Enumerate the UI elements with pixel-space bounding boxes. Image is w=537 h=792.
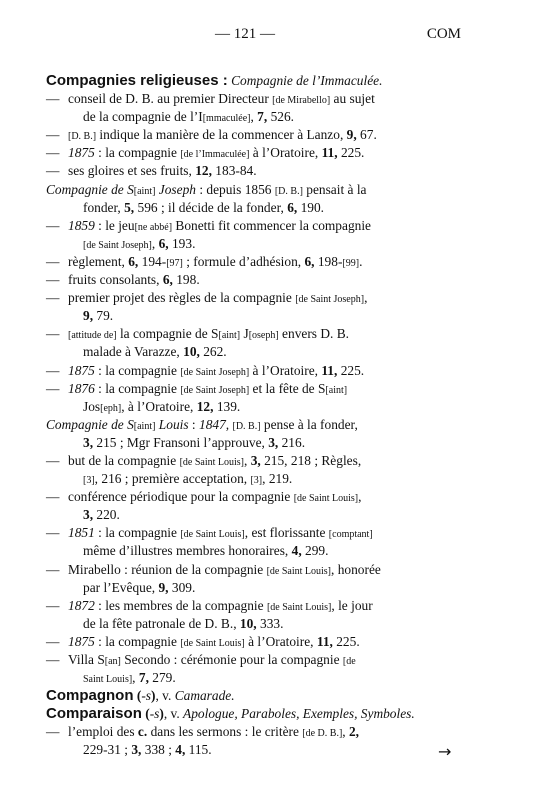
em-dash: — <box>46 145 60 161</box>
em-dash: — <box>46 253 60 269</box>
index-continuation-line: de la compagnie de l’I[mmaculée], 7, 526. <box>83 109 294 125</box>
em-dash: — <box>46 525 60 541</box>
em-dash: — <box>46 326 60 342</box>
index-entries <box>46 72 466 760</box>
index-continuation-line: [3], 216 ; première acceptation, [3], 219. <box>83 471 293 487</box>
index-entry-line: — 1875 : la compagnie [de Saint Louis] à l’Oratoire, 11, 225. <box>46 633 466 651</box>
em-dash: — <box>46 163 60 179</box>
index-continuation-line: 3, 215 ; Mgr Fransoni l’approuve, 3, 216. <box>83 434 306 450</box>
index-continuation-line: 9, 79. <box>83 308 114 324</box>
index-entry-line: — conseil de D. B. au premier Directeur [de Mirabello] au sujet <box>46 90 466 108</box>
em-dash: — <box>46 489 60 505</box>
page-number: — 121 — <box>215 26 275 42</box>
index-key: COM <box>426 26 461 42</box>
index-continuation-line: même d’illustres membres honoraires, 4, 299. <box>83 543 329 559</box>
index-entry-line: — 1851 : la compagnie [de Saint Louis], est florissante [comptant] <box>46 524 466 542</box>
index-continuation-line: fonder, 5, 596 ; il décide de la fonder, 6, 190. <box>83 199 325 215</box>
index-entry-line: — but de la compagnie [de Saint Louis], 3, 215, 218 ; Règles, <box>46 452 466 470</box>
index-entry-line: — 1859 : le jeu[ne abbé] Bonetti fit commencer la compagnie <box>46 217 466 235</box>
index-entry-line: — Mirabello : réunion de la compagnie [de Saint Louis], honorée <box>46 561 466 579</box>
index-entry-line: — 1875 : la compagnie [de l’Immaculée] à l’Oratoire, 11, 225. <box>46 144 466 162</box>
em-dash: — <box>46 652 60 667</box>
em-dash: — <box>46 272 60 288</box>
index-continuation-line: malade à Varazze, 10, 262. <box>83 344 227 360</box>
em-dash: — <box>46 561 60 577</box>
index-headword-line: Compagnon (-s), v. Camarade. <box>46 687 235 705</box>
index-entry-line: — ses gloires et ses fruits, 12, 183-84. <box>46 162 466 180</box>
index-entry-line: — 1875 : la compagnie [de Saint Joseph] à l’Oratoire, 11, 225. <box>46 362 466 380</box>
em-dash: — <box>46 597 60 613</box>
em-dash: — <box>46 633 60 649</box>
index-continuation-line: 3, 220. <box>83 507 120 523</box>
index-continuation-line: Jos[eph], à l’Oratoire, 12, 139. <box>83 398 241 414</box>
index-subheading-line: Compagnie de S[aint] Louis : 1847, [D. B.] pense à la fonder, <box>46 416 358 432</box>
em-dash: — <box>46 290 60 306</box>
index-entry-line: — fruits consolants, 6, 198. <box>46 271 466 289</box>
index-continuation-line: par l’Evêque, 9, 309. <box>83 579 196 595</box>
em-dash: — <box>46 380 60 396</box>
index-headword-line: Compagnies religieuses : Compagnie de l’Immaculée. <box>46 72 383 89</box>
index-continuation-line: Saint Louis], 7, 279. <box>83 670 176 686</box>
index-headword-line: Comparaison (-s), v. Apologue, Paraboles, Exemples, Symboles. <box>46 705 415 723</box>
index-continuation-line: 229-31 ; 3, 338 ; 4, 115. <box>83 742 212 758</box>
index-entry-line: — Villa S[an] Secondo : cérémonie pour la compagnie [de <box>46 651 466 669</box>
em-dash: — <box>46 217 60 233</box>
index-entry-line: — l’emploi des c. dans les sermons : le critère [de D. B.], 2, <box>46 723 466 741</box>
index-entry-line: — 1872 : les membres de la compagnie [de Saint Louis], le jour <box>46 597 466 615</box>
index-entry-line: — règlement, 6, 194-[97] ; formule d’adhésion, 6, 198-[99]. <box>46 253 466 271</box>
index-entry-line: — conférence périodique pour la compagnie [de Saint Louis], <box>46 488 466 506</box>
continue-arrow-icon: → <box>438 742 452 761</box>
index-continuation-line: de la fête patronale de D. B., 10, 333. <box>83 615 284 631</box>
index-entry-line: — premier projet des règles de la compagnie [de Saint Joseph], <box>46 289 466 307</box>
em-dash: — <box>46 362 60 378</box>
em-dash: — <box>46 724 60 740</box>
em-dash: — <box>46 127 60 143</box>
index-entry-line: — [attitude de] la compagnie de S[aint] J[oseph] envers D. B. <box>46 325 466 343</box>
index-entry-line: — 1876 : la compagnie [de Saint Joseph] et la fête de S[aint] <box>46 380 466 398</box>
index-subheading-line: Compagnie de S[aint] Joseph : depuis 1856 [D. B.] pensait à la <box>46 181 367 197</box>
em-dash: — <box>46 452 60 468</box>
index-entry-line: — [D. B.] indique la manière de la commencer à Lanzo, 9, 67. <box>46 126 466 144</box>
em-dash: — <box>46 91 60 107</box>
index-continuation-line: [de Saint Joseph], 6, 193. <box>83 235 196 251</box>
